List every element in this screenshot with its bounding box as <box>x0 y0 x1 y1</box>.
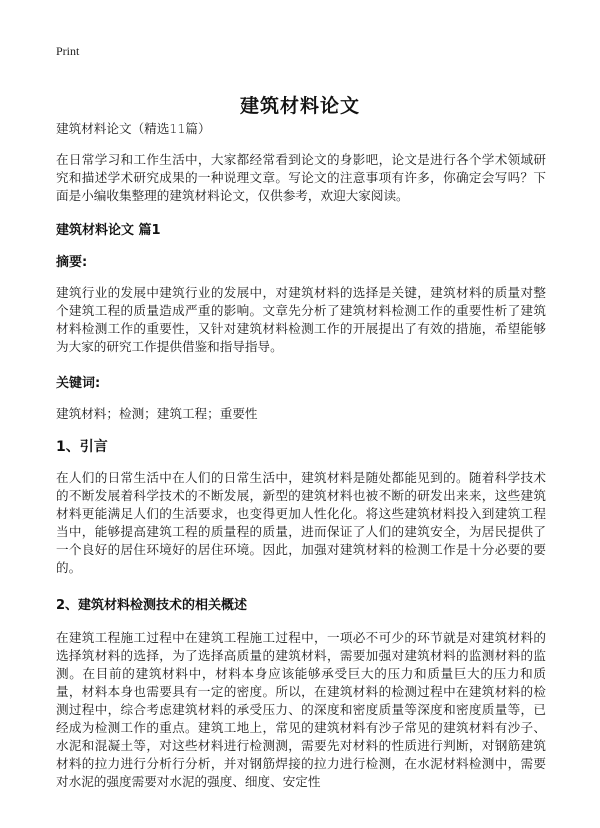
section-2-heading: 2、建筑材料检测技术的相关概述 <box>56 598 248 613</box>
section-2-paragraph: 在建筑工程施工过程中在建筑工程施工过程中，一项必不可少的环节就是对建筑材料的选择筑材料的选择，为了选择高质量的建筑材料，需要加强对建筑材料的监测材料的监测。在目前的建筑材料中，材料本身应该能够承受巨大的压力和质量巨大的压力和质量，材料本身也需要具有一定的密度。所以，在建筑材料的检测过程中在建筑材料的检测过程中，综合考虑建筑材料的承受压力、的深度和密度质量等深度和密度质量等，已经成为检测工作的重点。建筑工地上，常见的建筑材料有沙子常见的建筑材料有沙子、水泥和混凝土等，对这些材料进行检测测，需要先对材料的性质进行判断，对钢筋建筑材料的拉力进行分析行分析，并对钢筋焊接的拉力进行检测，在水泥材料检测中，需要对水泥的强度需要对水泥的强度、细度、安定性 <box>56 630 546 789</box>
abstract-heading: 摘要: <box>56 255 88 270</box>
section-1-paragraph: 在人们的日常生活中在人们的日常生活中，建筑材料是随处都能见到的。随着科学技术的不断发展着科学技术的不断发展，新型的建筑材料也被不断的研发出来来，这些建筑材料更能满足人们的生活要求，也变得更加人性化化。将这些建筑材料投入到建筑工程当中，能够提高建筑工程的质量程的质量，进而保证了人们的建筑安全，为居民提供了一个良好的居住环境好的居住环境。因此，加强对建筑材料的检测工作是十分必要的要的。 <box>56 470 546 575</box>
page-title: 建筑材料论文 <box>239 94 360 117</box>
document-subtitle: 建筑材料论文（精选11篇） <box>56 121 211 136</box>
print-link[interactable]: Print <box>56 44 80 58</box>
keywords-heading: 关键词: <box>56 376 101 391</box>
abstract-paragraph: 建筑行业的发展中建筑行业的发展中，对建筑材料的选择是关键，建筑材料的质量对整个建筑工程的质量造成严重的影响。文章先分析了建筑材料检测工作的重要性析了建筑材料检测工作的重要性，又针对建筑材料检测工作的开展提出了有效的措施，希望能够为大家的研究工作提供借鉴和指导指导。 <box>56 285 546 354</box>
intro-paragraph: 在日常学习和工作生活中，大家都经常看到论文的身影吧，论文是进行各个学术领域研究和描述学术研究成果的一种说理文章。写论文的注意事项有许多，你确定会写吗？下面是小编收集整理的建筑材料论文，仅供参考，欢迎大家阅读。 <box>56 152 546 203</box>
article-content <box>56 120 546 791</box>
section-1-heading: 1、引言 <box>56 439 108 455</box>
keywords-paragraph: 建筑材料；检测；建筑工程；重要性 <box>56 406 258 421</box>
article-heading: 建筑材料论文 篇1 <box>56 223 161 238</box>
